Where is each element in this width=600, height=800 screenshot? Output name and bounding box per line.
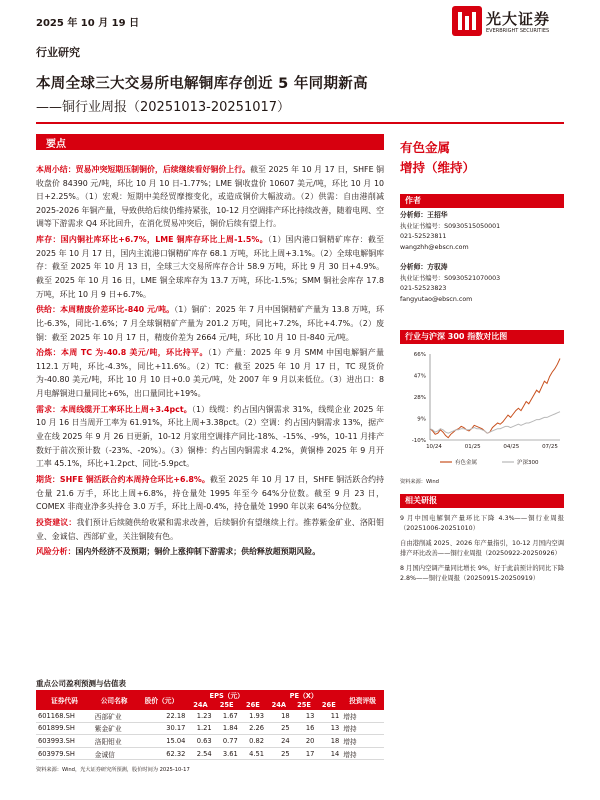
series-line bbox=[430, 359, 560, 438]
paragraph-body: 我们预计后续随供给收紧和需求改善，后续铜价有望继续上行。推荐紫金矿业、洛阳钼业、金诚信、西部矿业，关注铜陵有色。 bbox=[36, 517, 384, 541]
col-code: 证券代码 bbox=[36, 690, 93, 710]
summary-paragraph bbox=[36, 346, 384, 400]
col-year: 24A bbox=[266, 700, 292, 710]
paragraph-lead: 本周小结： bbox=[36, 165, 76, 174]
paragraph-lead: 需求： bbox=[36, 404, 61, 414]
table-cell: 1.93 bbox=[240, 710, 266, 723]
summary-paragraph bbox=[36, 473, 384, 514]
table-cell: 601899.SH bbox=[36, 722, 93, 735]
table-cell: 增持 bbox=[341, 722, 384, 735]
paragraph-lead: 投资建议： bbox=[36, 517, 77, 527]
analyst-cert: 执业证书编号：S0930521070003 bbox=[400, 274, 501, 282]
table-cell: 增持 bbox=[341, 710, 384, 723]
paragraph-lead: 期货： bbox=[36, 475, 60, 484]
table-row bbox=[36, 710, 384, 723]
table-cell: 0.77 bbox=[214, 735, 240, 748]
y-tick-label: 9% bbox=[417, 416, 426, 423]
paragraph-highlight: 国内铜社库环比+6.7%，LME 铜库存环比上周-1.5%。 bbox=[60, 235, 268, 245]
y-tick-label: -10% bbox=[411, 438, 426, 444]
summary-paragraph bbox=[36, 163, 384, 231]
summary-paragraph bbox=[36, 545, 384, 559]
table-cell: 金诚信 bbox=[93, 747, 136, 760]
table-cell: 16 bbox=[292, 722, 317, 735]
logo-mark-icon bbox=[452, 6, 482, 36]
col-year: 25E bbox=[214, 700, 240, 710]
paragraph-body: （1）线缆：约占国内铜需求 31%，线缆企业 2025 年 10 月 16 日当周开工率为 61.91%，环比上周+3.38pct。（2）空调：约占国内铜需求 13%，据产业在线 2025 年 9 月 26 日更新，10-12 月家用空调排产同比-18%、-15%、-9%，10-11 月排产数好于前次预计数（-23%、-20%）。（3）铜棒：约占国内铜需求 4.2%，黄铜棒 2025 年 9 月开工率 45.1%，环比+1.2pct、同比-5.9pct。 bbox=[36, 404, 384, 469]
summary-body bbox=[36, 163, 384, 561]
analyst-phone: 021-52523823 bbox=[400, 285, 447, 292]
paragraph-body: （1）产量：2025 年 9 月 SMM 中国电解铜产量 112.1 万吨，环比-4.3%，同比+11.6%。（2）TC：截至 2025 年 10 月 17 日，TC 现货价为-40.80 美元/吨，环比 10 月 10 日+0.0 美元/吨，处 2007 年 9 月以来低位。（3）进出口：8 月电解铜进口量同比+6%，出口量同比+19%。 bbox=[36, 348, 384, 399]
sector-name: 有色金属 bbox=[400, 140, 451, 155]
forecast-table-title: 重点公司盈利预测与估值表 bbox=[36, 679, 126, 688]
col-rating: 投资评级 bbox=[341, 690, 384, 710]
analyst-email[interactable]: fangyutao@ebscn.com bbox=[400, 295, 473, 303]
report-date: 2025 年 10 月 19 日 bbox=[36, 18, 140, 29]
table-cell: 增持 bbox=[341, 735, 384, 748]
table-cell: 30.17 bbox=[135, 722, 187, 735]
table-cell: 11 bbox=[316, 710, 341, 723]
related-reports-list bbox=[400, 514, 564, 589]
table-source-note: 资料来源：Wind，光大证券研究所预测，股价时间为 2025-10-17 bbox=[36, 767, 190, 773]
series-line bbox=[430, 412, 560, 434]
legend-label: 有色金属 bbox=[455, 460, 478, 466]
table-cell: 14 bbox=[316, 747, 341, 760]
table-cell: 2.54 bbox=[187, 747, 213, 760]
col-price: 股价（元） bbox=[135, 690, 187, 710]
analyst-phone: 021-52523811 bbox=[400, 233, 447, 240]
x-tick-label: 07/25 bbox=[542, 444, 558, 450]
table-cell: 1.23 bbox=[187, 710, 213, 723]
table-cell: 17 bbox=[292, 747, 317, 760]
chart-source: 资料来源：Wind bbox=[400, 479, 439, 485]
paragraph-highlight: 本周线缆开工率环比上周+3.4pct。 bbox=[60, 404, 192, 414]
related-report-link[interactable]: 9 月中国电解铜产量环比下降 4.3%——铜行业周报（20251006-20251010） bbox=[400, 515, 564, 532]
index-comparison-chart bbox=[400, 348, 564, 474]
paragraph-highlight: 本周精废价差环比-840 元/吨。 bbox=[60, 305, 175, 315]
paragraph-highlight: SHFE 铜活跃合约本周持仓环比+6.8%。 bbox=[59, 475, 210, 484]
table-cell: 15.04 bbox=[135, 735, 187, 748]
analyst-email[interactable]: wangzhh@ebscn.com bbox=[400, 243, 469, 251]
col-year: 26E bbox=[316, 700, 341, 710]
logo-text-cn: 光大证券 bbox=[486, 10, 551, 28]
table-cell: 2.26 bbox=[240, 722, 266, 735]
table-cell: 25 bbox=[266, 722, 292, 735]
col-year: 26E bbox=[240, 700, 266, 710]
related-report-link[interactable]: 自由港削减 2025、2026 年产量指引，10-12 月国内空调排产环比改善——铜行业周报（20250922-20250926） bbox=[400, 540, 564, 557]
y-tick-label: 66% bbox=[413, 352, 426, 358]
x-tick-label: 04/25 bbox=[503, 444, 520, 450]
report-subtitle: ——铜行业周报（20251013-20251017） bbox=[36, 100, 291, 115]
report-title: 本周全球三大交易所电解铜库存创近 5 年同期新高 bbox=[36, 76, 368, 92]
paragraph-highlight: 本周 TC 为-40.8 美元/吨，环比持平。 bbox=[61, 348, 208, 358]
table-cell: 3.61 bbox=[214, 747, 240, 760]
paragraph-lead: 供给： bbox=[36, 305, 61, 315]
table-cell: 62.32 bbox=[135, 747, 187, 760]
col-pe: PE（X） bbox=[266, 690, 341, 700]
table-cell: 1.21 bbox=[187, 722, 213, 735]
paragraph-body: 国内外经济不及预期；铜价上涨抑制下游需求；供给释放超预期风险。 bbox=[75, 547, 321, 557]
x-tick-label: 10/24 bbox=[426, 444, 442, 450]
summary-paragraph bbox=[36, 516, 384, 543]
related-reports-header: 相关研报 bbox=[400, 494, 564, 508]
table-cell: 20 bbox=[292, 735, 317, 748]
table-cell: 603993.SH bbox=[36, 735, 93, 748]
table-cell: 紫金矿业 bbox=[93, 722, 136, 735]
related-report-link[interactable]: 8 月国内空调产量同比增长 9%，好于此前预计的同比下降 2.8%——铜行业周报（20250915-20250919） bbox=[400, 565, 564, 582]
col-company: 公司名称 bbox=[93, 690, 136, 710]
paragraph-highlight: 贸易冲突短期压制铜价，后续继续看好铜价上行。 bbox=[75, 165, 251, 174]
summary-paragraph bbox=[36, 233, 384, 301]
table-cell: 18 bbox=[266, 710, 292, 723]
table-cell: 增持 bbox=[341, 747, 384, 760]
table-cell: 601168.SH bbox=[36, 710, 93, 723]
legend-label: 沪深300 bbox=[517, 460, 539, 466]
table-cell: 13 bbox=[292, 710, 317, 723]
sector-rating: 增持（维持） bbox=[400, 160, 476, 175]
summary-paragraph bbox=[36, 303, 384, 344]
analyst-card bbox=[400, 210, 564, 253]
table-cell: 13 bbox=[316, 722, 341, 735]
analyst-name: 分析师：方驭涛 bbox=[400, 263, 448, 271]
table-cell: 1.84 bbox=[214, 722, 240, 735]
authors-header: 作者 bbox=[400, 194, 564, 208]
chart-svg bbox=[400, 348, 564, 474]
y-tick-label: 28% bbox=[413, 395, 426, 401]
paragraph-body: 截至 2025 年 10 月 17 日，SHFE 铜活跃合约持仓量 21.6 万手，环比上周+6.8%，持仓量处 1995 年至今 64%分位数。截至 9 月 23 日，COMEX 非商业净多头持仓 3.0 万手，环比上周-0.4%，持仓量处 1990 年以来 64%分位数。 bbox=[36, 475, 385, 512]
paragraph-body: （1）国内港口铜精矿库存：截至 2025 年 10 月 17 日，国内主流港口铜精矿库存 68.1 万吨，环比上周+3.1%。（2）全球电解铜库存：截至 2025 年 10 月 13 日，全球三大交易所库存合计 58.9 万吨，环比 9 月 30 日+4.9%。截至 2025 年 10 月 16 日，LME 铜全球库存为 13.7 万吨，环比-1.5%；SMM 铜社会库存 17.8 万吨，环比 10 月 9 日+6.7%。 bbox=[36, 235, 384, 299]
report-category: 行业研究 bbox=[36, 46, 80, 59]
table-cell: 22.18 bbox=[135, 710, 187, 723]
table-cell: 0.82 bbox=[240, 735, 266, 748]
logo-text-en: EVERBRIGHT SECURITIES bbox=[486, 28, 550, 34]
y-tick-label: 47% bbox=[413, 373, 426, 380]
summary-paragraph bbox=[36, 403, 384, 471]
table-row bbox=[36, 735, 384, 748]
summary-section-header: 要点 bbox=[36, 134, 384, 150]
table-cell: 25 bbox=[266, 747, 292, 760]
table-cell: 0.63 bbox=[187, 735, 213, 748]
chart-header: 行业与沪深 300 指数对比图 bbox=[400, 330, 564, 344]
col-eps: EPS（元） bbox=[187, 690, 266, 700]
table-cell: 18 bbox=[316, 735, 341, 748]
table-cell: 西部矿业 bbox=[93, 710, 136, 723]
table-cell: 603979.SH bbox=[36, 747, 93, 760]
x-tick-label: 01/25 bbox=[464, 444, 481, 450]
paragraph-body: 截至 2025 年 10 月 17 日，SHFE 铜收盘价 84390 元/吨，环比 10 月 10 日-1.77%；LME 铜收盘价 10607 美元/吨，环比 10 月 10 日+2.25%。（1）宏观：短期中美经贸摩擦变化，或造成铜价大幅波动。（2）供需：自由港削减 2025-2026 年铜产量，导致供给后续仍维持紧张，10-12 月空调排产环比持续改善，随着电网、空调等下游需求 Q4 环比回升，在消化贸易冲突后，铜价后续有望上行。 bbox=[36, 165, 384, 229]
paragraph-lead: 风险分析： bbox=[36, 547, 76, 557]
analyst-card bbox=[400, 262, 564, 305]
table-cell: 4.51 bbox=[240, 747, 266, 760]
table-cell: 1.67 bbox=[214, 710, 240, 723]
analyst-name: 分析师：王招华 bbox=[400, 211, 448, 219]
table-cell: 洛阳钼业 bbox=[93, 735, 136, 748]
table-row bbox=[36, 722, 384, 735]
table-row bbox=[36, 747, 384, 760]
forecast-table bbox=[36, 690, 384, 760]
company-logo bbox=[452, 6, 572, 40]
table-cell: 24 bbox=[266, 735, 292, 748]
col-year: 25E bbox=[292, 700, 317, 710]
header-divider bbox=[36, 122, 564, 124]
paragraph-lead: 库存： bbox=[36, 235, 61, 245]
col-year: 24A bbox=[187, 700, 213, 710]
analyst-cert: 执业证书编号：S0930515050001 bbox=[400, 222, 501, 230]
paragraph-lead: 冶炼： bbox=[36, 348, 61, 358]
paragraph-body: （1）铜矿：2025 年 7 月中国铜精矿产量为 13.8 万吨，环比-6.3%，同比-1.6%；7 月全球铜精矿产量为 201.2 万吨，同比+7.2%，环比+4.7%。（2）废铜：截至 2025 年 10 月 17 日，精废价差为 2664 元/吨，环比 10 月 10 日-840 元/吨。 bbox=[36, 305, 384, 342]
